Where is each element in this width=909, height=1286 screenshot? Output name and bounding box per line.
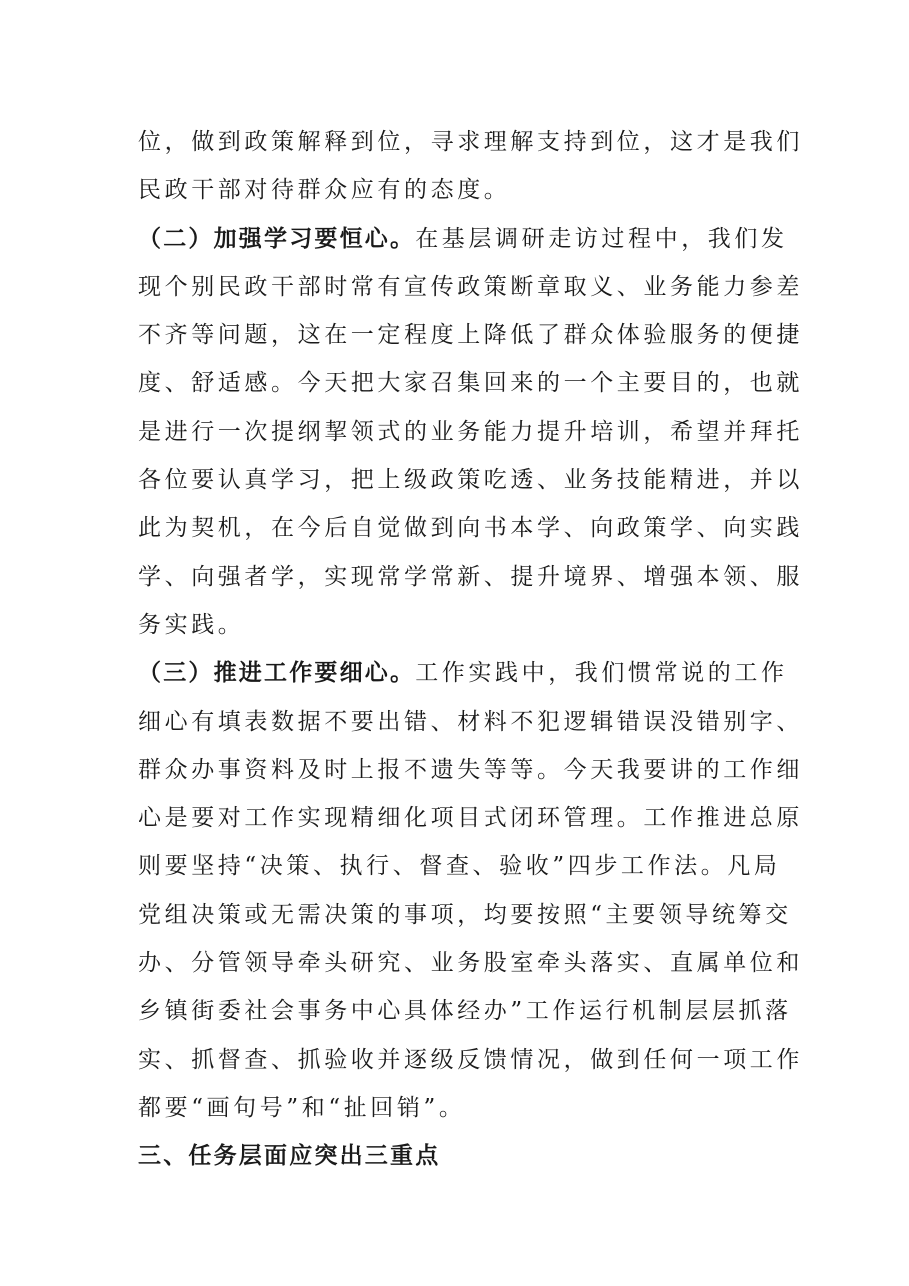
section-3-line: 都要“画句号”和“扯回销”。: [138, 1094, 466, 1121]
section-3-line: 乡镇街委社会事务中心具体经办”工作运行机制层层抓落: [138, 998, 792, 1025]
section-2-heading: （二）加强学习要恒心。: [138, 225, 416, 252]
section-3-heading: （三）推进工作要细心。: [138, 660, 416, 687]
section-2-first-line-text: 在基层调研走访过程中，我们发: [415, 225, 788, 252]
section-2-line: 学、向强者学，实现常学常新、提升境界、增强本领、服: [138, 563, 803, 590]
section-2-line: 务实践。: [138, 611, 245, 638]
section-2-line: 不齐等问题，这在一定程度上降低了群众体验服务的便捷: [138, 322, 803, 349]
section-3-first-line: [138, 649, 788, 697]
intro-line-2: 民政干部对待群众应有的态度。: [138, 177, 511, 204]
section-3-first-line-text: 工作实践中，我们惯常说的工作: [415, 660, 788, 687]
section-2-line: 度、舒适感。今天把大家召集回来的一个主要目的，也就: [138, 370, 803, 397]
intro-line-1: 位，做到政策解释到位，寻求理解支持到位，这才是我们: [138, 129, 803, 155]
section-3-line: 办、分管领导牵头研究、业务股室牵头落实、直属单位和: [138, 950, 803, 977]
document-body: [138, 118, 803, 1181]
section-3-line: 实、抓督查、抓验收并逐级反馈情况，做到任何一项工作: [138, 1046, 803, 1073]
section-2-line: 此为契机，在今后自觉做到向书本学、向政策学、向实践: [138, 515, 803, 542]
section-3-line: 党组决策或无需决策的事项，均要按照“主要领导统筹交: [138, 901, 792, 928]
section-3-line: 细心有填表数据不要出错、材料不犯逻辑错误没错别字、: [138, 708, 803, 735]
section-2-line: 是进行一次提纲挈领式的业务能力提升培训，希望并拜托: [138, 418, 803, 445]
section-2-line: 各位要认真学习，把上级政策吃透、业务技能精进，并以: [138, 467, 803, 494]
section-3-line: 群众办事资料及时上报不遗失等等。今天我要讲的工作细: [138, 756, 803, 783]
section-3-line: 心是要对工作实现精细化项目式闭环管理。工作推进总原: [138, 805, 803, 832]
section-2-first-line: [138, 215, 788, 263]
section-2-line: 现个别民政干部时常有宣传政策断章取义、业务能力参差: [138, 273, 803, 300]
part-3-title: 三、任务层面应突出三重点: [138, 1143, 441, 1170]
section-3-line: 则要坚持“决策、执行、督查、验收”四步工作法。凡局: [138, 853, 781, 880]
